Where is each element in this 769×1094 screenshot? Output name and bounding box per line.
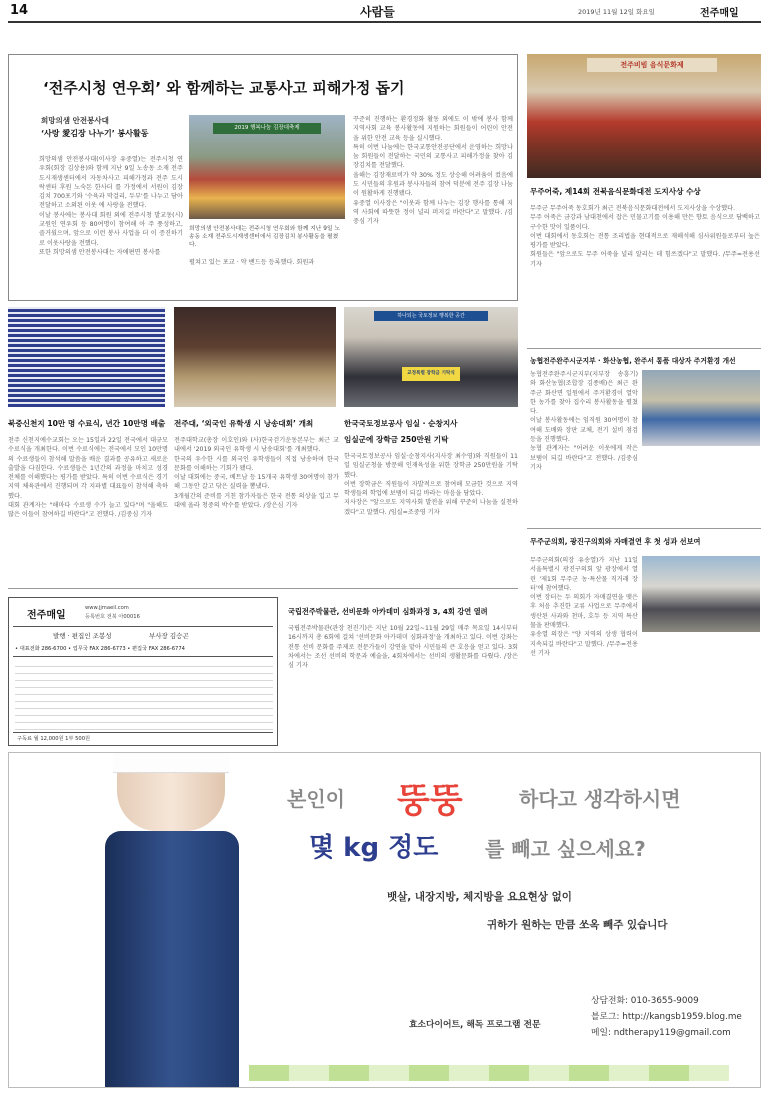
- ad-headline-1: [287, 773, 757, 821]
- page-number: 14: [10, 3, 29, 18]
- imprint-footer: 구독료 월 12,000원 1부 500원: [17, 736, 91, 742]
- ad-subline-1: 뱃살, 내장지방, 체지방을 요요현상 없이: [387, 891, 572, 903]
- eoju-photo: [527, 54, 761, 178]
- imprint-reg: 등록번호 전북 아00016: [85, 614, 140, 620]
- ad-contact-blog: 블로그: http://kangsb1959.blog.me: [591, 1012, 742, 1022]
- nh-body: 농협전주완주시군지부(지부장 송흥기)와 화산농협(조합장 김종배)은 최근 완주군 화산면 일원에서 주거환경이 열악한 농가를 찾아 집수리 봉사활동을 펼쳤다. 이날 봉사활동에는 임직원 30여명이 참여해 도배와 장판 교체, 전기 설비 점검 등을 진행했다. 농협 관계자는 "어려운 이웃에게 작은 보탬이 되길 바란다"고 전했다. /김중심 기자: [530, 371, 638, 471]
- imprint-url: www.jjmaeil.com: [85, 605, 129, 611]
- lx-photo-sign: 교정특별 장학금 기탁식: [402, 367, 460, 381]
- lead-photo-banner: 2019 행복나눔 김장대축제: [213, 123, 321, 134]
- lead-photo: [189, 115, 345, 219]
- eoju-headline: 무주어죽, 제14회 전북음식문화대전 도지사상 수상: [530, 187, 701, 196]
- masthead: [0, 0, 769, 24]
- museum-body: 국립전주박물관(관장 천진기)은 지난 10월 22일~11월 29일 매주 목요일 14시부터 16시까지 총 6회에 걸쳐 '선비문화 아카데미 심화과정'을 개최하고 있다. 이번 강좌는 전통 선비 문화를 주제로 전문가들이 강연을 맡아 시민들의 큰 호응을 얻고 있다. 3회차에서는 조선 선비의 학문과 예술을, 4회차에서는 선비의 생활문화를 다뤘다. /장은심 기자: [288, 625, 518, 670]
- lead-body-left: 희망의샘 안전봉사대(이사장 유중열)는 전주시청 연우회(회장 김상용)와 함께 지난 9일 노송동 소재 전주도시재생센터에서 자동차사고 피해가정과 전주 도시락센터 후원 노숙돈 한사더 를 가정에서 서원이 김장김치 700포기와 '수육과 막걸리, 두부'를 나누고 담아 전달하고 소외된 이웃 에 사랑을 전했다. 이날 봉사에는 봉사대 회원 외에 전주시청 발교동(시) 교원인 연우회 등 80여명이 참여해 아 주 풍성하고, 즐거웠으며, 앞으로 이런 봉사 사업을 더 이 증진하기로 이웃사랑을 전했다. 또한 희망의샘 안전봉사대는 자애편면 봉사를: [39, 156, 183, 256]
- eoju-photo-banner: 전주비빔 음식문화제: [587, 58, 717, 72]
- jeonju-univ-body: 전주대학교(총장 이호인)와 (사)한국걷기운동본부는 최근 교내에서 '2019 외국인 유학생 시 낭송대회'를 개최했다. 한국의 우수한 시를 외국인 유학생들이 직접 낭송하며 한국 문화를 이해하는 기회가 됐다. 이날 대회에는 중국, 베트남 등 15개국 유학생 30여명이 참가해 그동안 갈고 닦은 실력을 뽐냈다. 3개월간의 준비를 거친 참가자들은 한국 전통 의상을 입고 무대에 올라 청중의 박수를 받았다. /장은심 기자: [174, 437, 339, 510]
- paper-name: 전주매일: [700, 8, 739, 19]
- lead-story: [8, 54, 518, 301]
- diet-advertisement: [8, 752, 761, 1088]
- lead-group: 희망의샘 안전봉사대: [41, 116, 109, 125]
- ad-line2-a: 몇 kg 정도: [309, 833, 439, 863]
- ad-line1-b: 뚱뚱: [397, 781, 463, 821]
- ad-line1-a: 본인이: [287, 787, 345, 811]
- lead-headline: ‘전주시청 연우회’ 와 함께하는 교통사고 피해가정 돕기: [43, 79, 405, 97]
- shincheonji-photo: [8, 307, 165, 407]
- lx-body: 한국국토정보공사 임실·순창지사(지사장 최수영)와 직원들이 11일 임실군청을 방문해 인재육성을 위한 장학금 250만원을 기탁했다. 이번 장학금은 직원들이 자발적으로 참여해 모금한 것으로 지역 학생들의 학업에 보탬이 되길 바라는 마음을 담았다. 지사장은 "앞으로도 지역사회 발전을 위해 꾸준히 나눔을 실천하겠다"고 말했다. /임실=조중영 기자: [344, 453, 518, 516]
- imprint-rule-2: [13, 656, 273, 657]
- section-title: 사람들: [360, 5, 395, 19]
- imprint-rule-1: [13, 626, 273, 627]
- lead-photo-caption: 희망의샘 안전봉사대는 전주시청 연우회와 함께 지난 9일 노송동 소재 전주도시재생센터에서 김장김치 봉사활동을 펼쳤다.: [189, 226, 340, 249]
- jeonju-univ-photo: [174, 307, 336, 407]
- lx-subhead: 임실군에 장학금 250만원 기탁: [344, 435, 449, 444]
- shincheonji-body: 천주 신천지예수교회는 오는 15일과 22일 전국에서 대규모 수료식을 개최한다. 이번 수료식에는 전국에서 모인 10만명의 수료생들이 참석해 말씀을 배운 결과를 공유하고 새로운 출발을 다짐한다. 수료생들은 1년간의 과정을 마치고 성경 전체를 이해했다는 평가를 받았다. 특히 이번 수료식은 경기 지역 체육관에서 진행되며 각 지파별 대표들이 참석해 축하했다. 대회 관계자는 "해마다 수료생 수가 늘고 있다"며 "올해도 많은 이들이 참여하길 바란다"고 전했다. /김중심 기자: [8, 437, 168, 519]
- eoju-body: 무주군 무주어죽 동호회가 최근 전북음식문화대전에서 도지사상을 수상했다. 무주 어죽은 금강과 남대천에서 잡은 민물고기를 이용해 만든 향토 음식으로 담백하고 구수한 맛이 일품이다. 이번 대회에서 동호회는 전통 조리법을 현대적으로 재해석해 심사위원들로부터 높은 평가를 받았다. 회원들은 "앞으로도 무주 어죽을 널리 알리는 데 힘쓰겠다"고 말했다. /무주=전용선 기자: [530, 205, 760, 268]
- ad-brand: 효소다이어트, 해독 프로그램 전문: [409, 1020, 541, 1030]
- nh-photo: [642, 370, 760, 446]
- sidebar-rule-2: [527, 528, 761, 529]
- council-headline: 무주군의회, 광진구의회와 자매결연 후 첫 성과 선보여: [530, 537, 701, 546]
- masthead-rule: [8, 21, 761, 23]
- ad-line2-b: 를 빼고 싶으세요?: [485, 837, 646, 861]
- lead-subhead: ‘사랑 愛김장 나누기’ 봉사활동: [41, 129, 149, 138]
- ad-contact-mail: 메일: ndtherapy119@gmail.com: [591, 1028, 731, 1038]
- nh-headline: 농협전주완주시군지부 · 화산농협, 완주서 통품 대상자 주거환경 개선: [530, 357, 736, 365]
- council-body: 무주군의회(의장 유송열)가 지난 11일 서울특별시 광진구의회 앞 광장에서 열린 '제1회 무주군 농·특산물 직거래 장터'에 참여했다. 이번 장터는 두 의회가 자매결연을 맺은 후 처음 추진한 교류 사업으로 무주에서 생산된 사과와 천마, 호두 등 지역 특산물을 판매했다. 유송열 의장은 "양 지역의 상생 협력이 지속되길 바란다"고 말했다. /무주=전용선 기자: [530, 557, 638, 657]
- ad-line1-c: 하다고 생각하시면: [519, 787, 681, 811]
- sidebar-rule-1: [527, 348, 761, 349]
- ad-contact-phone: 상담전화: 010-3655-9009: [591, 996, 699, 1006]
- ad-model-jeans: [105, 831, 239, 1088]
- row2-rule: [8, 588, 518, 589]
- ad-model-figure: [105, 753, 239, 1088]
- nh-body-cont: [642, 450, 760, 520]
- imprint-box: [8, 597, 278, 746]
- shincheonji-headline: 북중신천지 10만 명 수료식, 년간 10만명 배출: [8, 419, 166, 428]
- imprint-rule-3: [13, 732, 273, 733]
- lx-photo-banner: 하나되는 국토정보 행복한 공간: [374, 311, 488, 321]
- imprint-tel: • 대표전화 286-6700 • 업무국 FAX 286-6773 • 편집국 FAX 286-6774: [15, 646, 185, 652]
- ad-model-top: [113, 753, 229, 773]
- imprint-publisher: 발행 · 편집인 조봉성: [53, 632, 112, 640]
- lead-closing: 펼쳐고 있는 포교 · 약 밴드등 등록했다. 회원과: [189, 259, 315, 266]
- lx-photo: [344, 307, 518, 407]
- imprint-logo: 전주매일: [27, 610, 66, 621]
- jeonju-univ-headline: 전주대, ‘외국인 유학생 시 낭송대회’ 개최: [174, 419, 314, 428]
- ad-headline-2: [309, 827, 759, 867]
- imprint-directory: [15, 660, 273, 730]
- lx-headline: 한국국토정보공사 임실 · 순창지사: [344, 419, 458, 428]
- council-photo: [642, 556, 760, 632]
- lead-body-middle: 꾸준히 진행하는 환경정화 활동 외에도 이 밖에 봉사 함께 지역사회 교육 봉사활동에 지원하는 회원들이 어린이 안전을 위한 안전 교육 등을 실시했다. 특히 이번 나눔에는 한국교통안전공단에서 운영하는 희망나눔 회원들이 전달하는 국민의 교통사고 피해가정을 찾아 김장김치를 전달했다. 올해는 김장재료비가 약 30% 정도 상승해 어려움이 컸음에도 시민들의 후원과 봉사자들의 참여 덕분에 전주 김장 나눔이 원활하게 진행됐다. 유중열 이사장은 "이웃과 함께 나누는 김장 행사를 통해 지역 사회에 따뜻한 정이 널리 퍼지길 바란다"고 말했다. /김중심 기자: [353, 116, 513, 226]
- ad-subline-2: 귀하가 원하는 만큼 쏘옥 빼주 있습니다: [487, 919, 668, 931]
- ad-stripes: [249, 1065, 729, 1081]
- issue-date: 2019년 11월 12일 화요일: [578, 8, 655, 16]
- imprint-managing: 부사장 김승곤: [149, 632, 189, 640]
- museum-headline: 국립전주박물관, 선비문화 아카데미 심화과정 3, 4회 강연 열려: [288, 607, 488, 616]
